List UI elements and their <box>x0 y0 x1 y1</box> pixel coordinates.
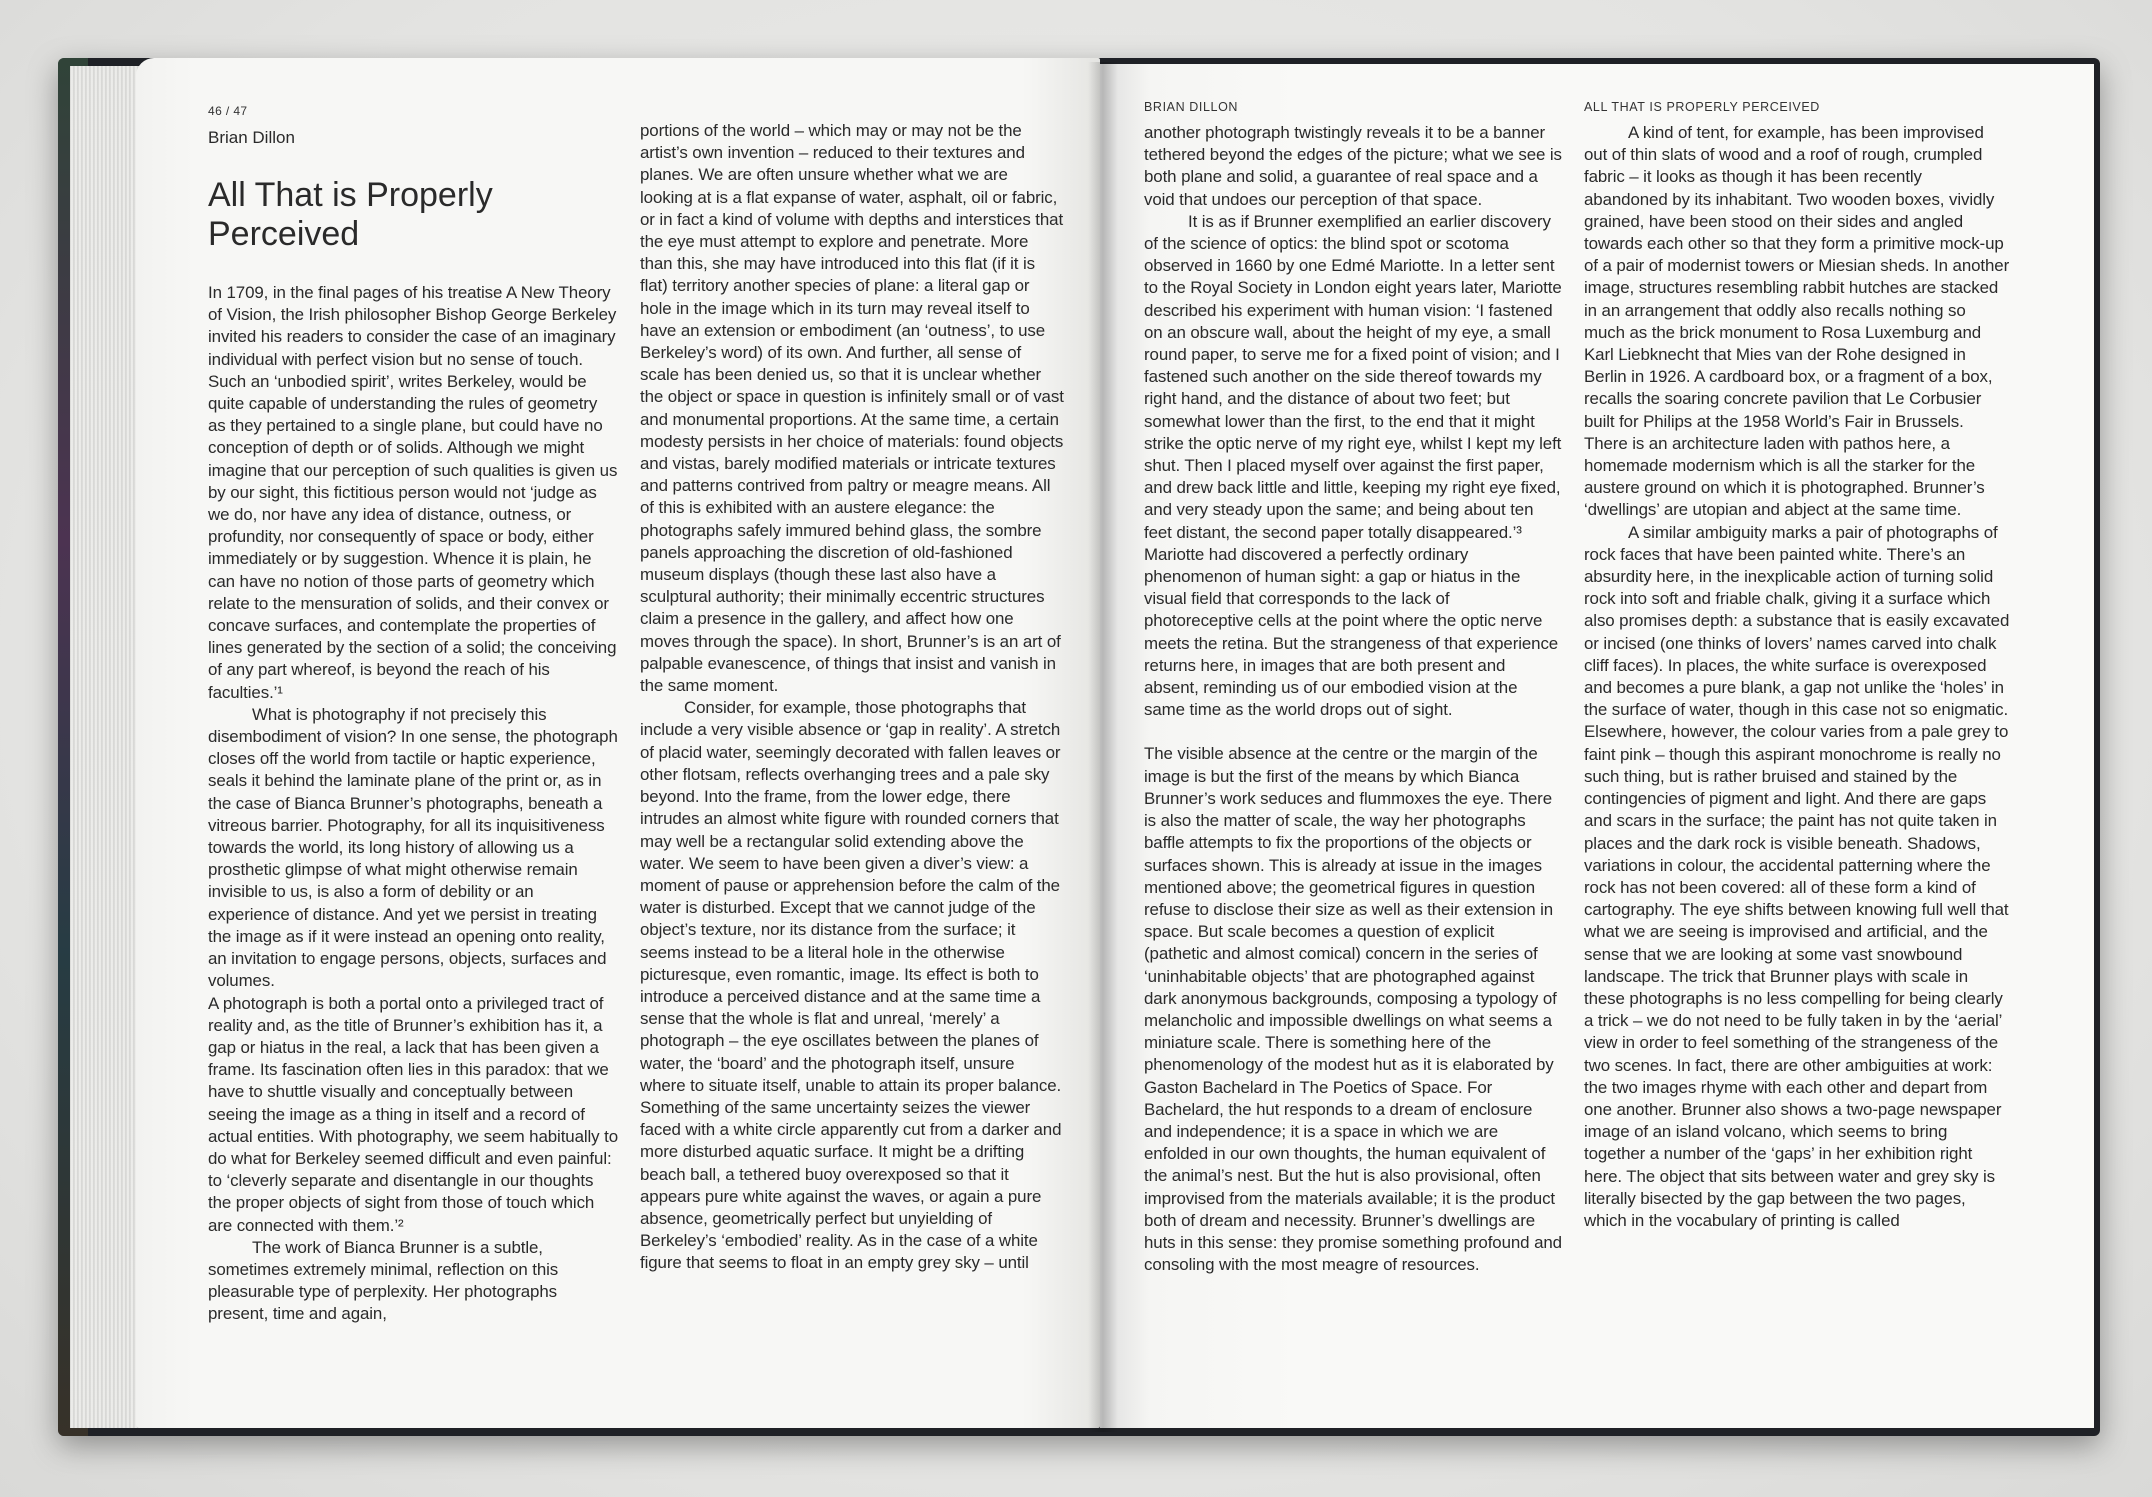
text-column-4 <box>1584 122 2010 1232</box>
running-head-title: ALL THAT IS PROPERLY PERCEIVED <box>1584 100 1820 114</box>
article-title-line-1: All That is Properly <box>208 176 493 214</box>
paragraph: What is photography if not precisely this disembodiment of vision? In one sense, the photograph closes off the world from tactile or haptic experience, seals it behind the laminate plane of the print or, as in the case of Bianca Brunner’s photographs, beneath a vitreous barrier. Photography, for all its inquisitiveness towards the world, its long history of allowing us a prosthetic glimpse of what might otherwise remain invisible to us, is also a form of debility or an experience of distance. And yet we persist in treating the image as if it were instead an opening onto reality, an invitation to engage persons, objects, surfaces and volumes. <box>208 704 618 991</box>
text-column-1 <box>208 282 618 1326</box>
left-page <box>136 58 1100 1428</box>
paragraph: portions of the world – which may or may not be the artist’s own invention – reduced to their textures and planes. We are often unsure whether what we are looking at is a flat expanse of water, asphalt, oil or fabric, or in fact a kind of volume with depths and interstices that the eye must attempt to explore and penetrate. More than this, she may have introduced into this flat (if it is flat) territory another species of plane: a literal gap or hole in the image which in its turn may reveal itself to have an extension or embodiment (an ‘outness’, to use Berkeley’s word) of its own. And further, all sense of scale has been denied us, so that it is unclear whether the object or space in question is infinitely small or of vast and monumental proportions. At the same time, a certain modesty persists in her choice of materials: found objects and vistas, barely modified materials or intricate textures and patterns contrived from paltry or meagre means. All of this is exhibited with an austere elegance: the photographs safely immured behind glass, the sombre panels approaching the discretion of old-fashioned museum displays (though these last also have a sculptural authority; their minimally eccentric structures claim a presence in the gallery, and affect how one moves through the space). In short, Brunner’s is an art of palpable evanescence, of things that insist and vanish in the same moment. <box>640 121 1064 696</box>
paragraph: A kind of tent, for example, has been improvised out of thin slats of wood and a roof of rough, crumpled fabric – it looks as though it has been recently abandoned by its inhabitant. Two wooden boxes, vividly grained, have been stood on their sides and angled towards each other so that they form a primitive mock-up of a pair of modernist towers or Miesian sheds. In another image, structures resembling rabbit hutches are stacked in an arrangement that oddly also recalls nothing so much as the brick monument to Rosa Luxemburg and Karl Liebknecht that Mies van der Rohe designed in Berlin in 1926. A cardboard box, or a fragment of a box, recalls the soaring concrete pavilion that Le Corbusier built for Philips at the 1958 World’s Fair in Brussels. There is an architecture laden with pathos here, a homemade modernism which is all the starker for the austere ground on which it is photographed. Brunner’s ‘dwellings’ are utopian and abject at the same time. <box>1584 123 2010 520</box>
page-folio: 46 / 47 <box>208 104 248 118</box>
paragraph: In 1709, in the final pages of his treatise A New Theory of Vision, the Irish philosopher Bishop George Berkeley invited his readers to consider the case of an imaginary individual with perfect vision but no sense of touch. Such an ‘unbodied spirit’, writes Berkeley, would be quite capable of understanding the rules of geometry as they pertained to a single plane, but could have no conception of depth or of solids. Although we might imagine that our perception of such qualities is given us by our sight, this fictitious person would not ‘judge as we do, nor have any idea of distance, outness, or profundity, nor consequently of space or body, either immediately or by suggestion. Whence it is plain, he can have no notion of those parts of geometry which relate to the mensuration of solids, and their convex or concave surfaces, and contemplate the properties of lines generated by the section of a solid; the conceiving of any part whereof, is beyond the reach of his faculties.’¹ <box>208 283 618 702</box>
article-title <box>208 176 493 254</box>
paragraph: another photograph twistingly reveals it to be a banner tethered beyond the edges of the picture; what we see is both plane and solid, a guarantee of real space and a void that undoes our perception of that space. <box>1144 123 1562 209</box>
author-name: Brian Dillon <box>208 128 295 147</box>
article-title-line-2: Perceived <box>208 215 360 253</box>
text-column-2 <box>640 120 1064 1275</box>
page-stack-edges <box>70 66 142 1428</box>
paragraph: A photograph is both a portal onto a privileged tract of reality and, as the title of Brunner’s exhibition has it, a gap or hiatus in the real, a lack that has been given a frame. Its fascination often lies in this paradox: that we have to shuttle visually and conceptually between seeing the image as a thing in itself and a record of actual entities. With photography, we seem habitually to do what for Berkeley seemed difficult and even painful: to ‘cleverly separate and disentangle in our thoughts the proper objects of sight from those of touch which are connected with them.’² <box>208 993 619 1235</box>
paragraph: A similar ambiguity marks a pair of photographs of rock faces that have been painted white. There’s an absurdity here, in the inexplicable action of turning solid rock into soft and friable chalk, giving it a surface which also promises depth: a substance that is easily excavated or incised (one thinks of lovers’ names carved into chalk cliff faces). In places, the white surface is overexposed and becomes a pure blank, a gap not unlike the ‘holes’ in the surface of water, though in this case not so enigmatic. Elsewhere, however, the colour varies from a pale grey to faint pink – though this aspirant monochrome is really no such thing, but is rather bruised and stained by the contingencies of pigment and light. And there are gaps and scars in the surface; the paint has not quite taken in places and the dark rock is visible beneath. Shadows, variations in colour, the accidental patterning where the rock has not been covered: all of these form a kind of cartography. The eye shifts between knowing full well that what we are seeing is improvised and artificial, and the sense that we are looking at some vast snowbound landscape. The trick that Brunner plays with scale in these photographs is no less compelling for being clearly a trick – we do not need to be fully taken in by the ‘aerial’ view in order to feel something of the strangeness of the two scenes. In fact, there are other ambiguities at work: the two images rhyme with each other and depart from one another. Brunner also shows a two-page newspaper image of an island volcano, which seems to bring together a number of the ‘gaps’ in her exhibition right here. The object that sits between water and grey sky is literally bisected by the gap between the two pages, which in the vocabulary of printing is called <box>1584 522 2010 1230</box>
book-gutter <box>1088 62 1118 1432</box>
running-head-author: BRIAN DILLON <box>1144 100 1239 114</box>
paragraph: Consider, for example, those photographs that include a very visible absence or ‘gap in reality’. A stretch of placid water, seemingly decorated with fallen leaves or other flotsam, reflects overhanging trees and a pale sky beyond. Into the frame, from the lower edge, there intrudes an almost white figure with rounded corners that may well be a rectangular solid extending above the water. We seem to have been given a diver’s view: a moment of pause or apprehension before the calm of the water is disturbed. Except that we cannot judge of the object’s texture, nor its distance from the surface; it seems instead to be a literal hole in the otherwise picturesque, even romantic, image. Its effect is both to introduce a perceived distance and at the same time a sense that the whole is flat and unreal, ‘merely’ a photograph – the eye oscillates between the planes of water, the ‘board’ and the photograph itself, unsure where to situate itself, unable to attain its proper balance. Something of the same uncertainty seizes the viewer faced with a white circle apparently cut from a darker and more disturbed aquatic surface. It might be a drifting beach ball, a tethered buoy overexposed so that it appears pure white against the waves, or again a pure absence, geometrically perfect but unyielding of Berkeley’s ‘embodied’ reality. As in the case of a white figure that seems to float in an empty grey sky – until <box>640 698 1062 1273</box>
paragraph: The visible absence at the centre or the margin of the image is but the first of the means by which Bianca Brunner’s work seduces and flummoxes the eye. There is also the matter of scale, the way her photographs baffle attempts to fix the proportions of the objects or surfaces shown. This is already at issue in the images mentioned above; the geometrical figures in question refuse to disclose their size as well as their extension in space. But scale becomes a question of explicit (pathetic and almost comical) concern in the series of ‘uninhabitable objects’ that are photographed against dark anonymous backgrounds, composing a typology of melancholic and impossible dwellings on what seems a miniature scale. There is something here of the phenomenology of the modest hut as it is elaborated by Gaston Bachelard in The Poetics of Space. For Bachelard, the hut responds to a dream of enclosure and independence; it is a space in which we are enfolded in our own thoughts, the human equivalent of the animal’s nest. But the hut is also provisional, often improvised from the materials available; it is the product both of dream and necessity. Brunner’s dwellings are huts in this sense: they promise something profound and consoling with the most meagre of resources. <box>1144 744 1562 1275</box>
paragraph: The work of Bianca Brunner is a subtle, sometimes extremely minimal, reflection on this pleasurable type of perplexity. Her photographs present, time and again, <box>208 1237 559 1324</box>
right-page <box>1100 64 2094 1428</box>
text-column-3 <box>1144 122 1562 1276</box>
paragraph: It is as if Brunner exemplified an earlier discovery of the science of optics: the blind spot or scotoma observed in 1660 by one Edmé Mariotte. In a letter sent to the Royal Society in London eight years later, Mariotte described his experiment with human vision: ‘I fastened on an obscure wall, about the height of my eye, a small round paper, to serve me for a fixed point of vision; and I fastened such another on the side thereof towards my right hand, and the distance of about two feet; but somewhat lower than the first, to the end that it might strike the optic nerve of my right eye, whilst I kept my left shut. Then I placed myself over against the first paper, and drew back little and little, keeping my right eye fixed, and very steady upon the same; and being about ten feet distant, the second paper totally disappeared.’³ Mariotte had discovered a perfectly ordinary phenomenon of human sight: a gap or hiatus in the visual field that corresponds to the lack of photoreceptive cells at the point where the optic nerve meets the retina. But the strangeness of that experience returns here, in images that are both present and absent, reminding us of our embodied vision at the same time as the world drops out of sight. <box>1144 211 1562 720</box>
